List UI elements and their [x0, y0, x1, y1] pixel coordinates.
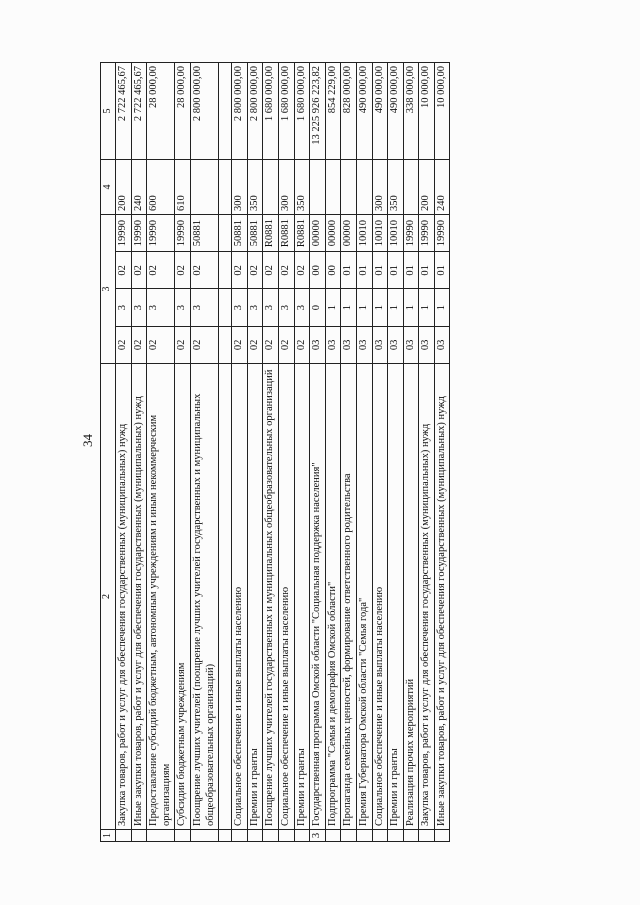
row-number — [294, 830, 310, 842]
code-subprogram: 3 — [263, 289, 279, 326]
table-row — [190, 63, 218, 842]
code-measure: 02 — [147, 252, 175, 289]
row-amount: 854 229,00 — [325, 63, 341, 160]
row-name: Предоставление субсидий бюджетным, автономным учреждениям и иным некоммерческим организациям — [147, 364, 175, 830]
code-expense-type: 350 — [247, 160, 263, 215]
code-direction: 19990 — [419, 215, 435, 252]
code-direction: 50881 — [247, 215, 263, 252]
code-measure: 01 — [388, 252, 404, 289]
code-program: 02 — [263, 326, 279, 363]
code-program: 02 — [116, 326, 132, 363]
row-name: Подпрограмма "Семья и демография Омской области" — [325, 364, 341, 830]
code-program: 02 — [232, 326, 248, 363]
code-direction: 19990 — [403, 215, 419, 252]
code-subprogram: 3 — [116, 289, 132, 326]
budget-table — [100, 62, 450, 842]
spacer-cell — [219, 364, 232, 830]
code-expense-type: 610 — [175, 160, 191, 215]
row-name: Социальное обеспечение и иные выплаты населению — [232, 364, 248, 830]
code-measure: 01 — [434, 252, 450, 289]
row-name: Премии и гранты — [294, 364, 310, 830]
code-program: 02 — [294, 326, 310, 363]
row-amount: 2 800 000,00 — [190, 63, 218, 160]
code-direction: 00000 — [341, 215, 357, 252]
spacer-cell — [219, 289, 232, 326]
row-number — [403, 830, 419, 842]
code-direction: 19990 — [147, 215, 175, 252]
row-amount: 490 000,00 — [388, 63, 404, 160]
code-measure: 01 — [341, 252, 357, 289]
spacer-cell — [219, 830, 232, 842]
header-col-4: 4 — [101, 160, 116, 215]
code-expense-type — [190, 160, 218, 215]
row-name: Премии и гранты — [247, 364, 263, 830]
page-number: 34 — [80, 434, 95, 447]
table-row — [232, 63, 248, 842]
row-name: Закупка товаров, работ и услуг для обеспечения государственных (муниципальных) нужд — [116, 364, 132, 830]
row-amount: 2 722 465,67 — [131, 63, 147, 160]
row-number — [356, 830, 372, 842]
row-number — [147, 830, 175, 842]
table-row — [247, 63, 263, 842]
spacer-cell — [219, 326, 232, 363]
row-name: Поощрение лучших учителей государственных и муниципальных общеобразовательных организаций — [263, 364, 279, 830]
code-program: 03 — [434, 326, 450, 363]
table-row — [175, 63, 191, 842]
code-program: 02 — [190, 326, 218, 363]
table-row — [325, 63, 341, 842]
code-subprogram: 1 — [403, 289, 419, 326]
code-expense-type — [325, 160, 341, 215]
code-subprogram: 1 — [325, 289, 341, 326]
code-program: 02 — [131, 326, 147, 363]
row-name: Закупка товаров, работ и услуг для обеспечения государственных (муниципальных) нужд — [419, 364, 435, 830]
code-direction: 10010 — [356, 215, 372, 252]
table-row — [147, 63, 175, 842]
code-expense-type: 350 — [294, 160, 310, 215]
code-expense-type: 200 — [419, 160, 435, 215]
code-direction: 19990 — [175, 215, 191, 252]
row-name: Социальное обеспечение и иные выплаты населению — [278, 364, 294, 830]
code-subprogram: 1 — [341, 289, 357, 326]
header-col-2: 2 — [101, 364, 116, 830]
table-row — [310, 63, 326, 842]
row-name: Пропаганда семейных ценностей, формирование ответственного родительства — [341, 364, 357, 830]
code-measure: 01 — [372, 252, 388, 289]
row-name: Премии и гранты — [388, 364, 404, 830]
code-program: 03 — [388, 326, 404, 363]
spacer-row — [219, 63, 232, 842]
code-program: 02 — [147, 326, 175, 363]
code-program: 03 — [356, 326, 372, 363]
row-amount: 1 680 000,00 — [294, 63, 310, 160]
table-row — [403, 63, 419, 842]
table-row — [356, 63, 372, 842]
row-number — [190, 830, 218, 842]
code-measure: 01 — [419, 252, 435, 289]
table-row — [278, 63, 294, 842]
code-expense-type: 600 — [147, 160, 175, 215]
spacer-cell — [219, 63, 232, 160]
spacer-cell — [219, 215, 232, 252]
code-measure: 02 — [278, 252, 294, 289]
code-direction: R0881 — [278, 215, 294, 252]
row-amount: 1 680 000,00 — [278, 63, 294, 160]
code-measure: 02 — [263, 252, 279, 289]
row-name: Иные закупки товаров, работ и услуг для обеспечения государственных (муниципальных) нужд — [131, 364, 147, 830]
code-program: 02 — [278, 326, 294, 363]
row-number — [419, 830, 435, 842]
code-measure: 02 — [247, 252, 263, 289]
row-amount: 1 680 000,00 — [263, 63, 279, 160]
table-row — [131, 63, 147, 842]
code-measure: 00 — [325, 252, 341, 289]
code-program: 03 — [403, 326, 419, 363]
row-name: Премия Губернатора Омской области "Семья года" — [356, 364, 372, 830]
code-direction: 50881 — [190, 215, 218, 252]
row-number: 3 — [310, 830, 326, 842]
code-expense-type — [403, 160, 419, 215]
code-program: 02 — [175, 326, 191, 363]
row-number — [278, 830, 294, 842]
header-col-5: 5 — [101, 63, 116, 160]
code-direction: 00000 — [310, 215, 326, 252]
code-expense-type: 300 — [372, 160, 388, 215]
code-subprogram: 3 — [175, 289, 191, 326]
code-measure: 02 — [232, 252, 248, 289]
code-subprogram: 1 — [388, 289, 404, 326]
code-expense-type — [341, 160, 357, 215]
row-amount: 28 000,00 — [175, 63, 191, 160]
code-expense-type — [263, 160, 279, 215]
code-direction: 19990 — [116, 215, 132, 252]
code-subprogram: 1 — [434, 289, 450, 326]
code-direction: R0881 — [263, 215, 279, 252]
code-expense-type — [310, 160, 326, 215]
row-amount: 2 800 000,00 — [232, 63, 248, 160]
code-program: 02 — [247, 326, 263, 363]
row-amount: 490 000,00 — [372, 63, 388, 160]
row-amount: 338 000,00 — [403, 63, 419, 160]
code-subprogram: 1 — [356, 289, 372, 326]
code-direction: 50881 — [232, 215, 248, 252]
code-subprogram: 0 — [310, 289, 326, 326]
header-row — [101, 63, 116, 842]
rotated-page-content — [100, 62, 447, 842]
code-subprogram: 3 — [147, 289, 175, 326]
row-number — [388, 830, 404, 842]
row-number — [341, 830, 357, 842]
code-subprogram: 3 — [190, 289, 218, 326]
code-expense-type: 240 — [131, 160, 147, 215]
row-name: Социальное обеспечение и иные выплаты населению — [372, 364, 388, 830]
code-subprogram: 3 — [247, 289, 263, 326]
code-program: 03 — [419, 326, 435, 363]
row-amount: 28 000,00 — [147, 63, 175, 160]
code-expense-type — [356, 160, 372, 215]
row-amount: 13 225 926 223,82 — [310, 63, 326, 160]
code-measure: 00 — [310, 252, 326, 289]
row-amount: 2 722 465,67 — [116, 63, 132, 160]
header-col-3: 3 — [101, 215, 116, 364]
code-expense-type: 200 — [116, 160, 132, 215]
code-program: 03 — [372, 326, 388, 363]
row-amount: 10 000,00 — [434, 63, 450, 160]
code-measure: 02 — [116, 252, 132, 289]
spacer-cell — [219, 252, 232, 289]
code-subprogram: 1 — [419, 289, 435, 326]
row-number — [232, 830, 248, 842]
header-col-1: 1 — [101, 830, 116, 842]
code-subprogram: 3 — [278, 289, 294, 326]
row-amount: 2 800 000,00 — [247, 63, 263, 160]
code-measure: 01 — [356, 252, 372, 289]
table-row — [341, 63, 357, 842]
row-name: Иные закупки товаров, работ и услуг для обеспечения государственных (муниципальных) нужд — [434, 364, 450, 830]
code-program: 03 — [325, 326, 341, 363]
code-direction: 19990 — [131, 215, 147, 252]
spacer-cell — [219, 160, 232, 215]
row-number — [131, 830, 147, 842]
row-number — [175, 830, 191, 842]
code-subprogram: 1 — [372, 289, 388, 326]
code-direction: 10010 — [388, 215, 404, 252]
code-expense-type: 350 — [388, 160, 404, 215]
code-measure: 02 — [190, 252, 218, 289]
table-row — [419, 63, 435, 842]
row-name: Государственная программа Омской области "Социальная поддержка населения" — [310, 364, 326, 830]
row-number — [116, 830, 132, 842]
code-direction: 00000 — [325, 215, 341, 252]
code-expense-type: 300 — [232, 160, 248, 215]
table-row — [388, 63, 404, 842]
code-expense-type: 240 — [434, 160, 450, 215]
row-number — [325, 830, 341, 842]
code-expense-type: 300 — [278, 160, 294, 215]
table-row — [434, 63, 450, 842]
code-program: 03 — [310, 326, 326, 363]
code-measure: 02 — [131, 252, 147, 289]
code-subprogram: 3 — [131, 289, 147, 326]
row-number — [372, 830, 388, 842]
code-program: 03 — [341, 326, 357, 363]
row-name: Реализация прочих мероприятий — [403, 364, 419, 830]
code-direction: 10010 — [372, 215, 388, 252]
table-row — [116, 63, 132, 842]
code-measure: 02 — [175, 252, 191, 289]
code-direction: 19990 — [434, 215, 450, 252]
table-row — [263, 63, 279, 842]
row-name: Поощрение лучших учителей (поощрение лучших учителей государственных и муниципальных общеобразовательных организаций) — [190, 364, 218, 830]
row-number — [434, 830, 450, 842]
row-name: Субсидии бюджетным учреждениям — [175, 364, 191, 830]
code-subprogram: 3 — [232, 289, 248, 326]
code-subprogram: 3 — [294, 289, 310, 326]
table-row — [294, 63, 310, 842]
row-number — [247, 830, 263, 842]
table-body — [116, 63, 450, 842]
row-number — [263, 830, 279, 842]
code-measure: 01 — [403, 252, 419, 289]
table-row — [372, 63, 388, 842]
code-measure: 02 — [294, 252, 310, 289]
row-amount: 10 000,00 — [419, 63, 435, 160]
row-amount: 828 000,00 — [341, 63, 357, 160]
code-direction: R0881 — [294, 215, 310, 252]
row-amount: 490 000,00 — [356, 63, 372, 160]
